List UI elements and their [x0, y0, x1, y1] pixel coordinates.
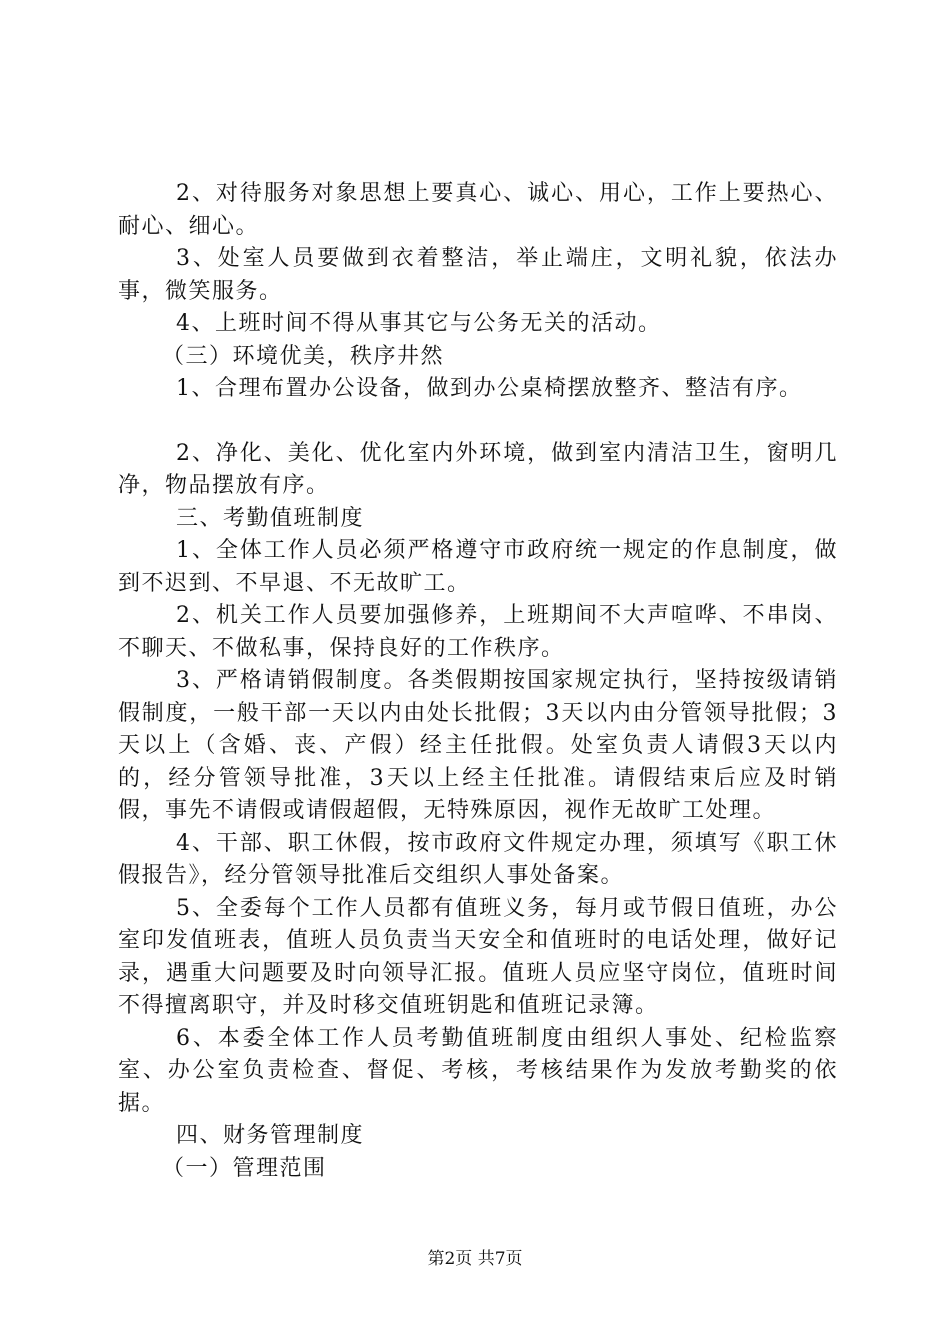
- paragraph: 2、净化、美化、优化室内外环境，做到室内清洁卫生，窗明几净，物品摆放有序。: [118, 440, 838, 498]
- section-heading: （一）管理范围: [162, 1155, 327, 1181]
- paragraph: 4、干部、职工休假，按市政府文件规定办理，须填写《职工休假报告》，经分管领导批准后交组织人事处备案。: [118, 830, 838, 888]
- paragraph: 1、合理布置办公设备，做到办公桌椅摆放整齐、整洁有序。: [176, 376, 803, 401]
- paragraph: 3、严格请销假制度。各类假期按国家规定执行，坚持按级请销假制度，一般干部一天以内由处长批假；3天以内由分管领导批假；3天以上（含婚、丧、产假）经主任批假。处室负责人请假3天以内的，经分管领导批准，3天以上经主任批准。请假结束后应及时销假，事先不请假或请假超假，无特殊原因，视作无故旷工处理。: [118, 668, 838, 823]
- section-heading: 三、考勤值班制度: [176, 505, 365, 531]
- page-number: 第2页 共7页: [427, 1249, 523, 1269]
- paragraph: 2、机关工作人员要加强修养，上班期间不大声喧哗、不串岗、不聊天、不做私事，保持良好的工作秩序。: [118, 603, 838, 661]
- paragraph: 2、对待服务对象思想上要真心、诚心、用心，工作上要热心、耐心、细心。: [118, 181, 838, 239]
- paragraph: 5、全委每个工作人员都有值班义务，每月或节假日值班，办公室印发值班表，值班人员负责当天安全和值班时的电话处理，做好记录，遇重大问题要及时向领导汇报。值班人员应坚守岗位，值班时间不得擅离职守，并及时移交值班钥匙和值班记录簿。: [118, 895, 838, 1018]
- section-heading: （三）环境优美，秩序井然: [162, 343, 445, 369]
- section-heading: 四、财务管理制度: [176, 1123, 365, 1148]
- paragraph: 6、本委全体工作人员考勤值班制度由组织人事处、纪检监察室、办公室负责检查、督促、考核，考核结果作为发放考勤奖的依据。: [118, 1025, 838, 1116]
- paragraph: 4、上班时间不得从事其它与公务无关的活动。: [176, 311, 662, 336]
- paragraph: 3、处室人员要做到衣着整洁，举止端庄，文明礼貌，依法办事，微笑服务。: [118, 246, 838, 304]
- document-body: [118, 178, 838, 1185]
- paragraph: 1、全体工作人员必须严格遵守市政府统一规定的作息制度，做到不迟到、不早退、不无故旷工。: [118, 538, 838, 596]
